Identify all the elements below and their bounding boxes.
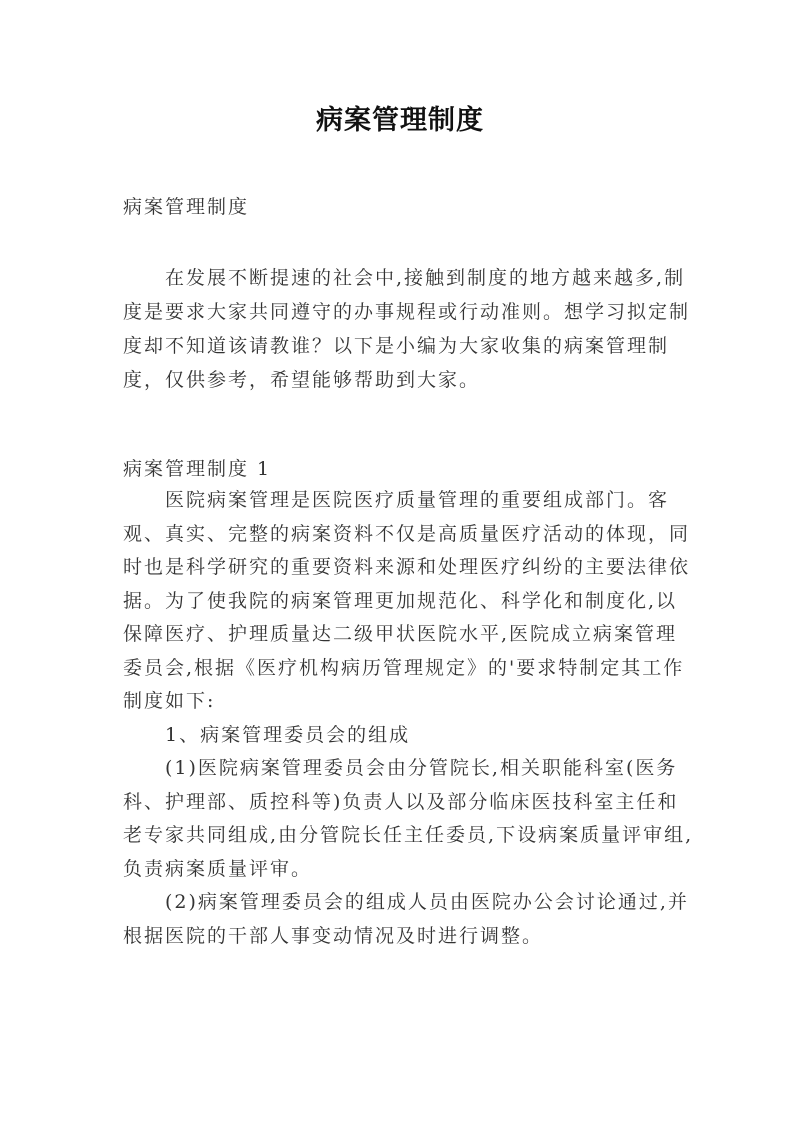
section-paragraph: (1)医院病案管理委员会由分管院长,相关职能科室(医务科、护理部、质控科等)负责人以及部分临床医技科室主任和老专家共同组成,由分管院长任主任委员,下设病案质量评审组,负责病案质量评审。 <box>123 757 694 880</box>
section-paragraph: 医院病案管理是医院医疗质量管理的重要组成部门。客观、真实、完整的病案资料不仅是高质量医疗活动的体现，同时也是科学研究的重要资料来源和处理医疗纠纷的主要法律依据。为了使我院的病案管理更加规范化、科学化和制度化,以保障医疗、护理质量达二级甲状医院水平,医院成立病案管理委员会,根据《医疗机构病历管理规定》的'要求特制定其工作制度如下: <box>123 489 691 712</box>
document-subtitle: 病案管理制度 <box>123 196 250 218</box>
section-paragraph: (2)病案管理委员会的组成人员由医院办公会讨论通过,并根据医院的干部人事变动情况及时进行调整。 <box>123 891 689 947</box>
section-item-heading: 1、病案管理委员会的组成 <box>165 723 411 746</box>
intro-paragraph: 在发展不断提速的社会中,接触到制度的地方越来越多,制度是要求大家共同遵守的办事规程或行动准则。想学习拟定制度却不知道该请教谁？以下是小编为大家收集的病案管理制度，仅供参考，希望能够帮助到大家。 <box>123 267 691 391</box>
document-title: 病案管理制度 <box>316 105 484 136</box>
section-body <box>123 484 698 953</box>
section-heading: 病案管理制度 1 <box>123 458 272 480</box>
